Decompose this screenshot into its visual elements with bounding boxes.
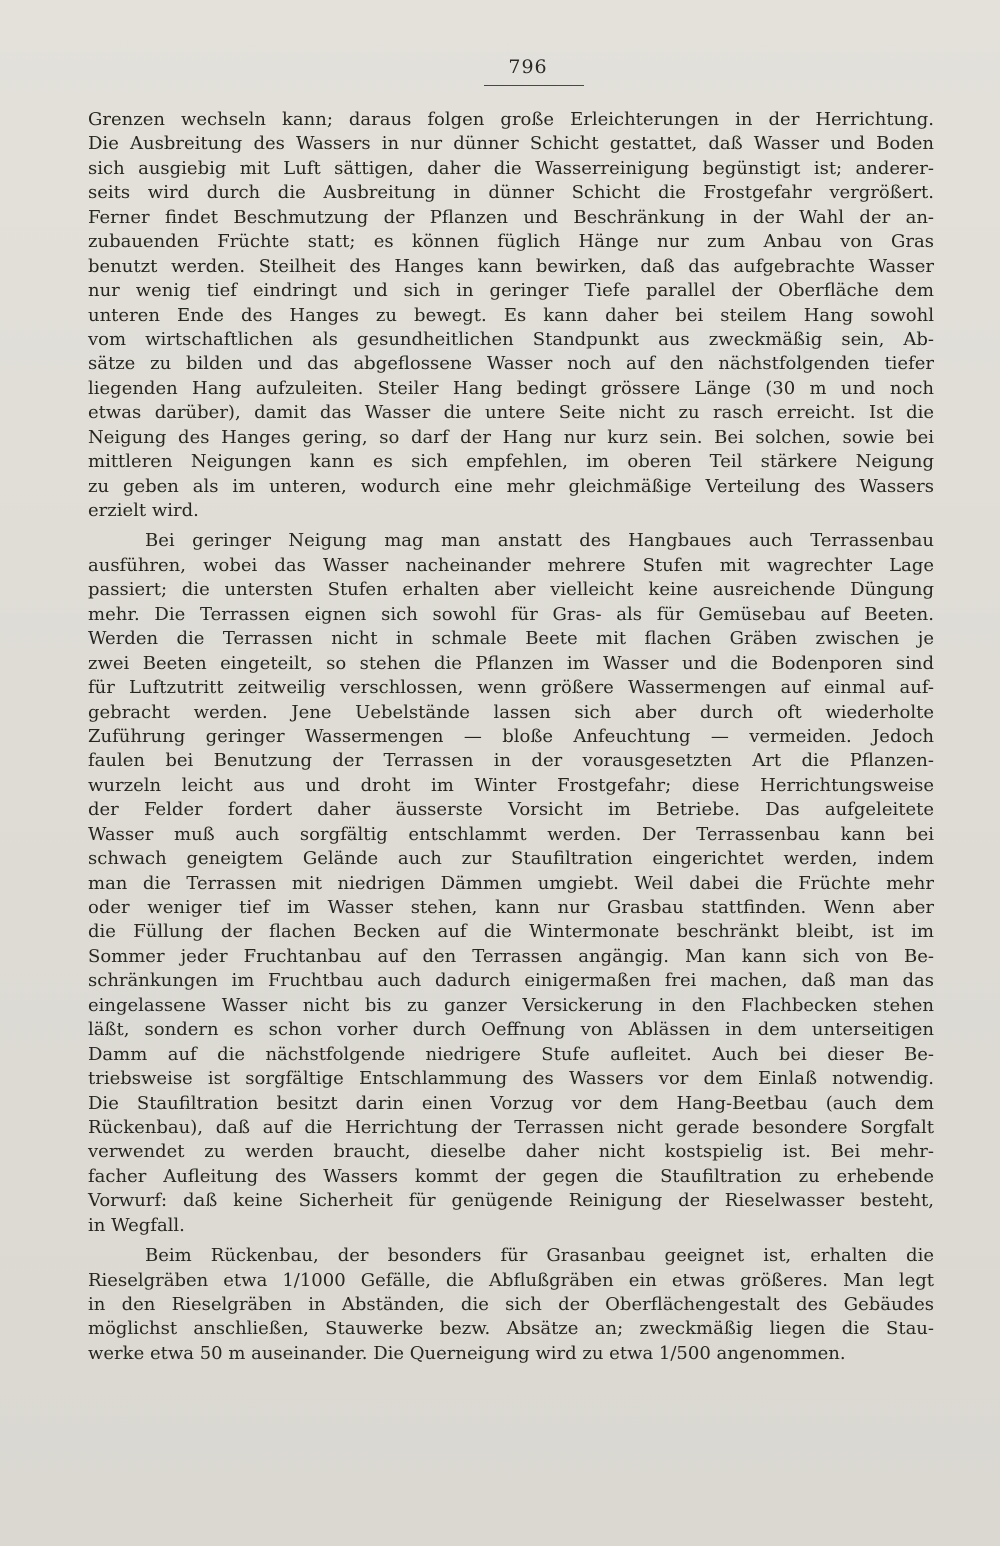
text-line: Beim Rückenbau, der besonders für Grasanbau geeignet ist, erhalten die (145, 1245, 934, 1267)
text-line: mehr. Die Terrassen eignen sich sowohl für Gras- als für Gemüsebau auf Beeten. (88, 603, 934, 625)
text-line: liegenden Hang aufzuleiten. Steiler Hang bedingt grössere Länge (30 m und noch (88, 377, 934, 399)
text-line: sätze zu bilden und das abgeflossene Wasser noch auf den nächstfolgenden tiefer (88, 353, 934, 375)
text-line: verwendet zu werden braucht, dieselbe daher nicht kostspielig ist. Bei mehr- (88, 1141, 934, 1163)
text-line: oder weniger tief im Wasser stehen, kann nur Grasbau stattfinden. Wenn aber (88, 897, 934, 918)
text-line: Die Ausbreitung des Wassers in nur dünner Schicht gestattet, daß Wasser und Boden (88, 133, 934, 155)
text-line: Ferner findet Beschmutzung der Pflanzen und Beschränkung in der Wahl der an- (88, 206, 934, 228)
text-line: Bei geringer Neigung mag man anstatt des Hangbaues auch Terrassenbau (145, 530, 934, 552)
text-line: faulen bei Benutzung der Terrassen in der vorausgesetzten Art die Pflanzen- (88, 750, 934, 772)
body-text (88, 108, 934, 1366)
text-line: gebracht werden. Jene Uebelstände lassen sich aber durch oft wiederholte (88, 701, 934, 723)
text-line: der Felder fordert daher äusserste Vorsicht im Betriebe. Das aufgeleitete (88, 799, 934, 821)
text-line: benutzt werden. Steilheit des Hanges kann bewirken, daß das aufgebrachte Wasser (88, 255, 934, 277)
text-line: möglichst anschließen, Stauwerke bezw. Absätze an; zweckmäßig liegen die Stau- (88, 1318, 934, 1340)
text-line: in den Rieselgräben in Abständen, die sich der Oberflächengestalt des Gebäudes (88, 1294, 934, 1315)
text-line: triebsweise ist sorgfältige Entschlammung des Wassers vor dem Einlaß notwendig. (88, 1068, 934, 1090)
page-number-area (470, 56, 586, 78)
text-line: facher Aufleitung des Wassers kommt der gegen die Staufiltration zu erhebende (88, 1165, 934, 1187)
paragraph (88, 108, 934, 523)
text-line: Werden die Terrassen nicht in schmale Beete mit flachen Gräben zwischen je (88, 628, 934, 650)
text-line: zu geben als im unteren, wodurch eine mehr gleichmäßige Verteilung des Wassers (88, 475, 934, 497)
text-line: in Wegfall. (88, 1214, 185, 1236)
paragraph (88, 529, 934, 1238)
text-line: läßt, sondern es schon vorher durch Oeffnung von Ablässen in dem unterseitigen (88, 1019, 934, 1041)
page-number: 796 (508, 56, 548, 78)
text-line: eingelassene Wasser nicht bis zu ganzer Versickerung in den Flachbecken stehen (88, 994, 934, 1016)
text-line: schränkungen im Fruchtbau auch dadurch einigermaßen frei machen, daß man das (88, 970, 934, 992)
text-line: mittleren Neigungen kann es sich empfehlen, im oberen Teil stärkere Neigung (88, 451, 934, 473)
text-line: Damm auf die nächstfolgende niedrigere Stufe aufleitet. Auch bei dieser Be- (88, 1043, 934, 1065)
text-line: vom wirtschaftlichen als gesundheitlichen Standpunkt aus zweckmäßig sein, Ab- (88, 328, 934, 350)
text-line: Grenzen wechseln kann; daraus folgen große Erleichterungen in der Herrichtung. (88, 109, 934, 130)
text-line: nur wenig tief eindringt und sich in geringer Tiefe parallel der Oberfläche dem (88, 280, 934, 302)
text-line: Zuführung geringer Wassermengen — bloße Anfeuchtung — vermeiden. Jedoch (88, 725, 934, 747)
text-line: unteren Ende des Hanges zu bewegt. Es kann daher bei steilem Hang sowohl (88, 304, 934, 326)
page-number-rule (484, 85, 584, 86)
text-line: man die Terrassen mit niedrigen Dämmen umgiebt. Weil dabei die Früchte mehr (88, 872, 934, 894)
text-line: Sommer jeder Fruchtanbau auf den Terrassen angängig. Man kann sich von Be- (88, 945, 934, 967)
text-line: Rieselgräben etwa 1/1000 Gefälle, die Abflußgräben ein etwas größeres. Man legt (88, 1269, 934, 1291)
paragraph (88, 1244, 934, 1366)
text-line: die Füllung der flachen Becken auf die Wintermonate beschränkt bleibt, ist im (88, 921, 934, 943)
text-line: Vorwurf: daß keine Sicherheit für genügende Reinigung der Rieselwasser besteht, (88, 1190, 934, 1212)
text-line: Rückenbau), daß auf die Herrichtung der Terrassen nicht gerade besondere Sorgfalt (88, 1116, 934, 1138)
text-line: seits wird durch die Ausbreitung in dünner Schicht die Frostgefahr vergrößert. (88, 182, 934, 204)
text-line: schwach geneigtem Gelände auch zur Staufiltration eingerichtet werden, indem (88, 848, 934, 870)
text-line: zubauenden Früchte statt; es können füglich Hänge nur zum Anbau von Gras (88, 231, 934, 253)
text-line: zwei Beeten eingeteilt, so stehen die Pflanzen im Wasser und die Bodenporen sind (88, 652, 934, 674)
text-line: Wasser muß auch sorgfältig entschlammt werden. Der Terrassenbau kann bei (88, 823, 934, 845)
text-line: sich ausgiebig mit Luft sättigen, daher die Wasserreinigung begünstigt ist; anderer- (88, 157, 934, 179)
text-line: erzielt wird. (88, 500, 199, 521)
text-line: wurzeln leicht aus und droht im Winter Frostgefahr; diese Herrichtungsweise (88, 774, 934, 796)
text-line: für Luftzutritt zeitweilig verschlossen, wenn größere Wassermengen auf einmal auf- (88, 677, 934, 699)
text-line: etwas darüber), damit das Wasser die untere Seite nicht zu rasch erreicht. Ist die (88, 402, 934, 424)
text-line: Die Staufiltration besitzt darin einen Vorzug vor dem Hang-Beetbau (auch dem (88, 1092, 934, 1114)
text-line: werke etwa 50 m auseinander. Die Querneigung wird zu etwa 1/500 angenommen. (88, 1342, 846, 1364)
text-line: Neigung des Hanges gering, so darf der Hang nur kurz sein. Bei solchen, sowie bei (88, 426, 934, 448)
text-line: passiert; die untersten Stufen erhalten aber vielleicht keine ausreichende Düngung (88, 579, 934, 601)
text-line: ausführen, wobei das Wasser nacheinander mehrere Stufen mit wagrechter Lage (88, 554, 934, 576)
